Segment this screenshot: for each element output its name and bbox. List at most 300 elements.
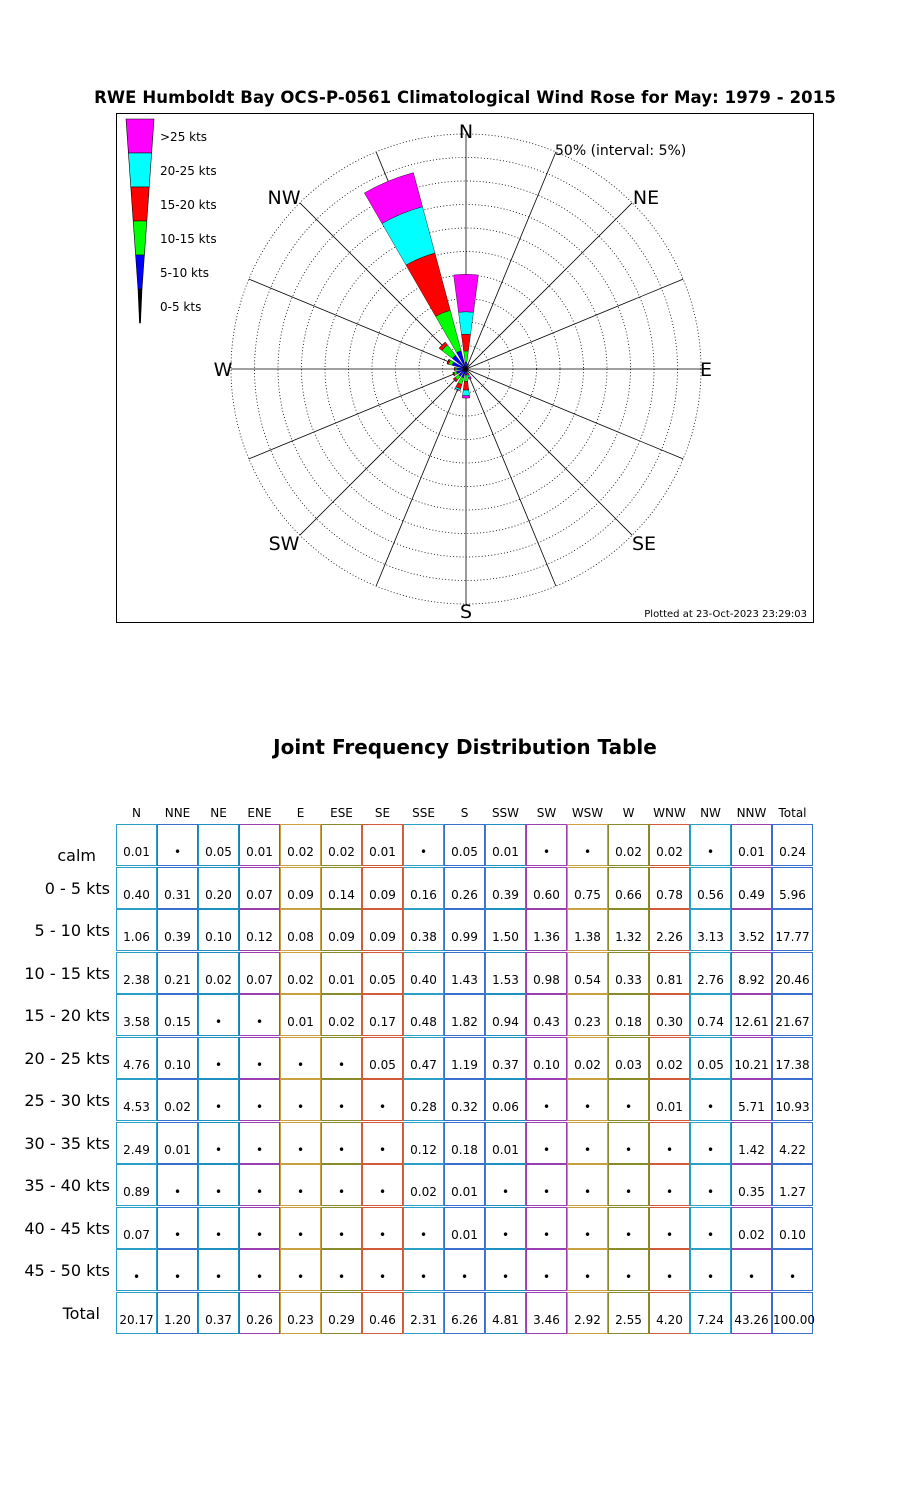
legend-label: 0-5 kts (160, 300, 202, 314)
cell-value: • (706, 1142, 715, 1157)
table-cell (444, 1079, 485, 1121)
cell-value: • (214, 1057, 223, 1072)
cell-value: • (173, 845, 182, 859)
cell-value: 0.05 (205, 845, 232, 859)
table-cell (608, 909, 649, 951)
cell-value: 3.46 (533, 1312, 560, 1327)
petal-s--25-kts (462, 396, 470, 399)
cell-value: 2.26 (656, 930, 683, 944)
cell-value: 1.50 (492, 930, 519, 944)
cell-value: 0.05 (369, 972, 396, 987)
table-cell (116, 1079, 157, 1121)
row-header: 45 - 50 kts (24, 1261, 110, 1280)
compass-label-n: N (458, 121, 474, 143)
cell-value: 1.38 (574, 930, 601, 944)
table-cell (731, 1122, 772, 1164)
table-cell (526, 1249, 567, 1291)
table-cell (731, 867, 772, 909)
cell-value: 0.02 (328, 845, 355, 859)
cell-value: 10.21 (734, 1057, 769, 1072)
wind-rose-plot (117, 114, 813, 622)
table-cell (362, 1037, 403, 1079)
compass-label-s: S (459, 601, 473, 622)
table-cell (608, 867, 649, 909)
table-cell (116, 1037, 157, 1079)
row-header: 0 - 5 kts (44, 878, 110, 898)
compass-label-w: W (213, 359, 233, 381)
table-cell (772, 824, 813, 866)
cell-value: 0.01 (738, 845, 765, 859)
table-cell (485, 1079, 526, 1121)
table-cell (280, 1037, 321, 1079)
cell-value: • (706, 1185, 715, 1199)
column-header: NW (700, 806, 721, 820)
compass-label-nw: NW (267, 187, 301, 209)
table-cell (280, 1079, 321, 1121)
legend-label: 10-15 kts (160, 232, 217, 246)
table-cell (649, 1207, 690, 1249)
cell-value: 0.01 (492, 845, 519, 859)
cell-value: 0.01 (164, 1142, 191, 1157)
table-cell (690, 1079, 731, 1121)
table-cell (526, 1037, 567, 1079)
table-cell (567, 1249, 608, 1291)
table-cell (444, 1249, 485, 1291)
compass-label-ne: NE (632, 187, 660, 209)
table-cell (157, 1292, 198, 1334)
table-cell (567, 1122, 608, 1164)
cell-value: 0.24 (779, 845, 806, 859)
petal-se-20-25-kts (467, 370, 468, 371)
cell-value: • (542, 845, 551, 859)
table-cell (280, 952, 321, 994)
cell-value: 0.02 (574, 1057, 601, 1072)
cell-value: 0.38 (410, 930, 437, 944)
cell-value: 0.09 (369, 930, 396, 944)
table-cell (116, 1164, 157, 1206)
table-cell (485, 1037, 526, 1079)
cell-value: 20.17 (119, 1312, 154, 1327)
cell-value: • (583, 1100, 592, 1114)
cell-value: • (255, 1270, 264, 1284)
cell-value: 0.02 (615, 845, 642, 859)
table-cell (321, 1164, 362, 1206)
cell-value: 0.18 (451, 1142, 478, 1157)
table-cell (731, 1079, 772, 1121)
column-header: NNE (164, 806, 191, 820)
cell-value: 0.01 (492, 1142, 519, 1157)
table-cell (239, 994, 280, 1036)
table-cell (198, 1122, 239, 1164)
table-cell (649, 867, 690, 909)
table-cell (649, 1249, 690, 1291)
legend-label: >25 kts (160, 130, 208, 144)
cell-value: 0.32 (451, 1100, 478, 1114)
table-cell (772, 1292, 813, 1334)
table-cell (157, 909, 198, 951)
table-cell (321, 1079, 362, 1121)
cell-value: • (706, 1270, 715, 1284)
cell-value: 0.47 (410, 1057, 437, 1072)
cell-value: 0.23 (574, 1015, 601, 1029)
legend-label: 20-25 kts (160, 164, 217, 178)
table-cell (608, 1292, 649, 1334)
cell-value: 6.26 (451, 1312, 478, 1327)
cell-value: 0.98 (533, 972, 560, 987)
table-cell (649, 1122, 690, 1164)
cell-value: 0.28 (410, 1100, 437, 1114)
cell-value: 1.27 (779, 1185, 806, 1199)
table-cell (198, 1037, 239, 1079)
table-cell (321, 1249, 362, 1291)
cell-value: • (296, 1185, 305, 1199)
table-cell (198, 952, 239, 994)
table-cell (116, 867, 157, 909)
table-cell (608, 994, 649, 1036)
row-header: calm (57, 846, 96, 865)
table-cell (526, 1164, 567, 1206)
cell-value: 0.12 (246, 930, 273, 944)
table-cell (198, 1164, 239, 1206)
table-cell (280, 824, 321, 866)
column-header: N (132, 806, 141, 820)
table-cell (403, 1249, 444, 1291)
cell-value: 12.61 (734, 1015, 769, 1029)
table-cell (403, 1207, 444, 1249)
table-cell (772, 952, 813, 994)
cell-value: • (337, 1227, 346, 1242)
plotted-at-stamp: Plotted at 23-Oct-2023 23:29:03 (644, 609, 807, 620)
table-cell (526, 952, 567, 994)
cell-value: 1.32 (615, 930, 642, 944)
compass-label-sw: SW (268, 533, 300, 555)
cell-value: 0.10 (164, 1057, 191, 1072)
cell-value: • (214, 1100, 223, 1114)
cell-value: 0.08 (287, 930, 314, 944)
table-cell (444, 909, 485, 951)
cell-value: 0.37 (205, 1312, 232, 1327)
table-cell (485, 909, 526, 951)
table-cell (198, 1207, 239, 1249)
table-cell (362, 824, 403, 866)
cell-value: • (665, 1185, 674, 1199)
table-cell (239, 1079, 280, 1121)
cell-value: 1.42 (738, 1142, 765, 1157)
table-cell (198, 867, 239, 909)
cell-value: • (583, 1227, 592, 1242)
cell-value: • (337, 1185, 346, 1199)
cell-value: • (214, 1142, 223, 1157)
cell-value: 0.05 (451, 845, 478, 859)
cell-value: • (624, 1100, 633, 1114)
table-cell (362, 1164, 403, 1206)
table-cell (649, 909, 690, 951)
table-cell (444, 1292, 485, 1334)
cell-value: • (296, 1057, 305, 1072)
table-cell (403, 1037, 444, 1079)
cell-value: 0.07 (123, 1227, 150, 1242)
table-cell (198, 1292, 239, 1334)
cell-value: • (296, 1227, 305, 1242)
column-header: E (296, 806, 305, 820)
row-header: 25 - 30 kts (24, 1091, 110, 1110)
petal-nnw-15-20-kts (406, 253, 450, 316)
cell-value: 0.46 (369, 1312, 396, 1327)
cell-value: 3.52 (738, 930, 765, 944)
table-cell (116, 994, 157, 1036)
table-cell (198, 994, 239, 1036)
cell-value: • (665, 1270, 674, 1284)
table-cell (567, 994, 608, 1036)
column-header: NNW (736, 806, 767, 820)
table-cell (239, 1037, 280, 1079)
table-cell (362, 952, 403, 994)
cell-value: 0.16 (410, 887, 437, 902)
table-cell (649, 1037, 690, 1079)
table-cell (567, 1164, 608, 1206)
table-cell (608, 952, 649, 994)
table-cell (321, 1037, 362, 1079)
table-cell (690, 952, 731, 994)
cell-value: 1.82 (451, 1015, 478, 1029)
table-cell (239, 952, 280, 994)
cell-value: 0.56 (697, 887, 724, 902)
cell-value: • (583, 1270, 592, 1284)
cell-value: 2.49 (123, 1142, 150, 1157)
table-cell (608, 1249, 649, 1291)
cell-value: • (665, 1142, 674, 1157)
table-cell (157, 1164, 198, 1206)
cell-value: • (173, 1270, 182, 1284)
cell-value: 0.09 (328, 930, 355, 944)
cell-value: • (788, 1270, 797, 1284)
table-cell (608, 1079, 649, 1121)
table-cell (772, 909, 813, 951)
table-cell (280, 1249, 321, 1291)
cell-value: • (542, 1227, 551, 1242)
cell-value: • (378, 1142, 387, 1157)
cell-value: • (501, 1270, 510, 1284)
table-cell (403, 1079, 444, 1121)
table-cell (772, 1249, 813, 1291)
cell-value: 0.02 (738, 1227, 765, 1242)
table-cell (690, 1292, 731, 1334)
cell-value: 0.02 (287, 972, 314, 987)
cell-value: 0.31 (164, 887, 191, 902)
cell-value: • (337, 1142, 346, 1157)
cell-value: 0.49 (738, 887, 765, 902)
column-header: SE (374, 806, 391, 820)
cell-value: 43.26 (734, 1312, 769, 1327)
table-cell (403, 867, 444, 909)
cell-value: • (665, 1227, 674, 1242)
table-cell (608, 1122, 649, 1164)
table-cell (116, 909, 157, 951)
cell-value: • (378, 1100, 387, 1114)
table-cell (362, 1249, 403, 1291)
legend-swatch (138, 289, 142, 323)
cell-value: • (255, 1227, 264, 1242)
cell-value: 0.01 (246, 845, 273, 859)
table-cell (280, 1122, 321, 1164)
cell-value: • (255, 1015, 264, 1029)
table-cell (772, 1207, 813, 1249)
table-cell (731, 1037, 772, 1079)
cell-value: • (214, 1185, 223, 1199)
cell-value: 4.53 (123, 1100, 150, 1114)
cell-value: 0.07 (246, 972, 273, 987)
table-cell (321, 909, 362, 951)
legend-swatch (133, 221, 147, 255)
table-cell (567, 824, 608, 866)
cell-value: • (501, 1185, 510, 1199)
table-cell (444, 867, 485, 909)
cell-value: 1.43 (451, 972, 478, 987)
cell-value: • (624, 1270, 633, 1284)
cell-value: 100.00 (773, 1312, 815, 1327)
table-cell (608, 1164, 649, 1206)
column-header: W (622, 806, 635, 820)
cell-value: 0.10 (205, 930, 232, 944)
cell-value: 2.31 (410, 1312, 437, 1327)
cell-value: 0.26 (451, 887, 478, 902)
cell-value: 0.29 (328, 1312, 355, 1327)
table-cell (772, 1079, 813, 1121)
cell-value: 1.53 (492, 972, 519, 987)
cell-value: • (624, 1142, 633, 1157)
table-cell (690, 1207, 731, 1249)
cell-value: 10.93 (775, 1100, 810, 1114)
table-cell (362, 1292, 403, 1334)
table-cell (567, 867, 608, 909)
cell-value: 1.06 (123, 930, 150, 944)
table-cell (649, 1292, 690, 1334)
cell-value: 4.22 (779, 1142, 806, 1157)
table-cell (362, 867, 403, 909)
table-cell (280, 1164, 321, 1206)
petal-s-10-15-kts (464, 375, 467, 382)
cell-value: • (255, 1185, 264, 1199)
table-cell (280, 1292, 321, 1334)
cell-value: 4.20 (656, 1312, 683, 1327)
table-cell (731, 1292, 772, 1334)
table-cell (485, 1164, 526, 1206)
cell-value: 0.01 (451, 1185, 478, 1199)
table-cell (526, 867, 567, 909)
table-cell (485, 824, 526, 866)
cell-value: • (706, 845, 715, 859)
table-cell (731, 952, 772, 994)
cell-value: • (624, 1185, 633, 1199)
table-cell (567, 1037, 608, 1079)
cell-value: 0.18 (615, 1015, 642, 1029)
table-cell (649, 1079, 690, 1121)
table-cell (403, 952, 444, 994)
cell-value: 2.92 (574, 1312, 601, 1327)
column-header: WSW (571, 806, 604, 820)
cell-value: 0.01 (328, 972, 355, 987)
scale-label: 50% (interval: 5%) (555, 143, 687, 159)
table-cell (403, 1164, 444, 1206)
table-cell (567, 952, 608, 994)
table-cell (362, 1122, 403, 1164)
cell-value: • (419, 1270, 428, 1284)
compass-label-e: E (699, 359, 713, 381)
table-cell (362, 909, 403, 951)
row-header: 15 - 20 kts (24, 1006, 110, 1025)
cell-value: 17.38 (775, 1057, 810, 1072)
cell-value: 0.43 (533, 1015, 560, 1029)
cell-value: • (542, 1142, 551, 1157)
table-cell (485, 1292, 526, 1334)
table-cell (444, 1164, 485, 1206)
table-cell (526, 1207, 567, 1249)
cell-value: 1.20 (164, 1312, 191, 1327)
table-cell (157, 1122, 198, 1164)
table-cell (526, 824, 567, 866)
legend-swatch (126, 119, 154, 153)
table-cell (239, 1207, 280, 1249)
cell-value: • (296, 1270, 305, 1284)
table-cell (157, 994, 198, 1036)
cell-value: • (542, 1185, 551, 1199)
cell-value: 0.23 (287, 1312, 314, 1327)
cell-value: • (173, 1227, 182, 1242)
table-cell (198, 1249, 239, 1291)
cell-value: • (624, 1227, 633, 1242)
cell-value: 0.20 (205, 887, 232, 902)
cell-value: 0.99 (451, 930, 478, 944)
cell-value: 5.96 (779, 887, 806, 902)
table-cell (485, 1207, 526, 1249)
legend-swatch (131, 187, 149, 221)
petal-w-5-10-kts (457, 368, 463, 370)
cell-value: 0.10 (779, 1227, 806, 1242)
cell-value: • (419, 1227, 428, 1242)
column-header: WNW (653, 806, 686, 820)
table-cell (526, 1292, 567, 1334)
petal-n-15-20-kts (461, 334, 470, 351)
table-cell (321, 1122, 362, 1164)
table-cell (567, 1079, 608, 1121)
cell-value: • (419, 845, 428, 859)
cell-value: 3.13 (697, 930, 724, 944)
legend-label: 15-20 kts (160, 198, 217, 212)
cell-value: 2.76 (697, 972, 724, 987)
cell-value: 0.94 (492, 1015, 519, 1029)
table-cell (198, 824, 239, 866)
cell-value: 2.38 (123, 972, 150, 987)
table-cell (239, 867, 280, 909)
cell-value: 8.92 (738, 972, 765, 987)
legend-swatch (128, 153, 151, 187)
cell-value: • (706, 1100, 715, 1114)
table-cell (608, 1037, 649, 1079)
table-cell (239, 1122, 280, 1164)
cell-value: 2.55 (615, 1312, 642, 1327)
column-header: NE (210, 806, 227, 820)
cell-value: 0.05 (697, 1057, 724, 1072)
row-header: 35 - 40 kts (24, 1176, 110, 1195)
cell-value: • (583, 1142, 592, 1157)
cell-value: 0.01 (451, 1227, 478, 1242)
table-cell (157, 1079, 198, 1121)
table-cell (444, 1207, 485, 1249)
cell-value: • (583, 1185, 592, 1199)
cell-value: 3.58 (123, 1015, 150, 1029)
table-cell (157, 824, 198, 866)
table-cell (485, 1249, 526, 1291)
